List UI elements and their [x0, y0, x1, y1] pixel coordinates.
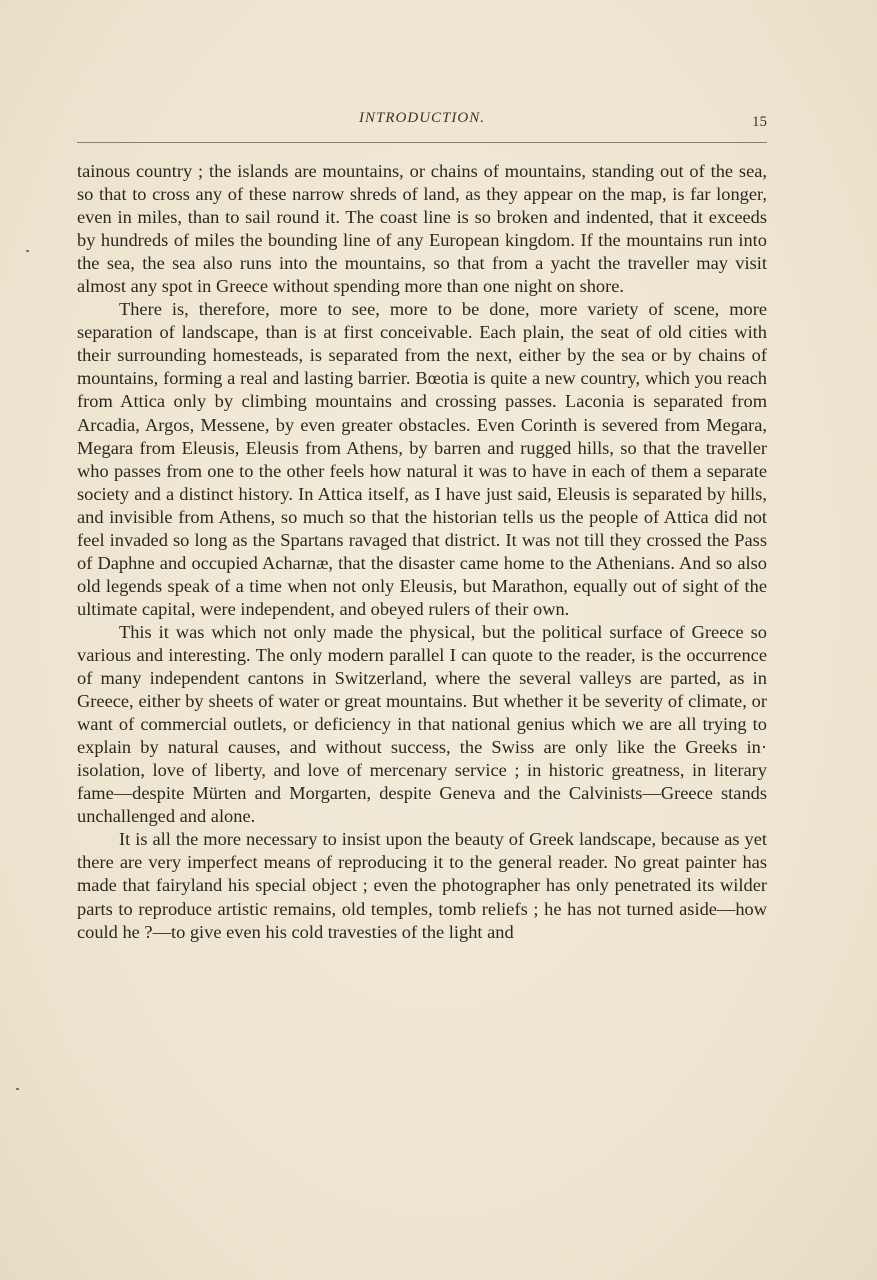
paragraph-continued: tainous country ; the islands are mountains, or chains of mountains, standing out of the sea, so that to cross any of these narrow shreds of land, as they appear on the map, is far longer, even in miles, than to sail round it. The coast line is so broken and indented, that it exceeds by hundreds of miles the bounding line of any European kingdom. If the mountains run into the sea, the sea also runs into the mountains, so that from a yacht the traveller may visit almost any spot in Greece without spending more than one night on shore. [77, 161, 767, 297]
margin-speck [26, 250, 29, 252]
page-number: 15 [752, 114, 767, 130]
page-header [77, 110, 767, 136]
paragraph: It is all the more necessary to insist upon the beauty of Greek landscape, because as yet there are very imperfect means of reproducing it to the general reader. No great painter has made that fairyland his special object ; even the photographer has only penetrated its wilder parts to reproduce artistic remains, old temples, tomb reliefs ; he has not turned aside—how could he ?—to give even his cold travesties of the light and [77, 829, 767, 942]
margin-speck [16, 1088, 19, 1090]
running-title: INTRODUCTION. [359, 110, 485, 126]
paragraph: This it was which not only made the physical, but the political surface of Greece so various and interesting. The only modern parallel I can quote to the reader, is the occurrence of many independent cantons in Switzerland, where the several valleys are parted, as in Greece, either by sheets of water or great mountains. But whether it be severity of climate, or want of commercial outlets, or deficiency in that national genius which we are all trying to explain by natural causes, and without success, the Swiss are only like the Greeks in· isolation, love of liberty, and love of mercenary service ; in historic greatness, in literary fame—despite Mürten and Morgarten, despite Geneva and the Calvinists—Greece stands unchallenged and alone. [77, 621, 767, 827]
header-rule [77, 142, 767, 143]
body-text [77, 160, 767, 944]
paragraph: There is, therefore, more to see, more to be done, more variety of scene, more separation of landscape, than is at first conceivable. Each plain, the seat of old cities with their surrounding homesteads, is separated from the next, either by the sea or by chains of mountains, forming a real and lasting barrier. Bœotia is quite a new country, which you reach from Attica only by climbing mountains and crossing passes. Laconia is separated from Arcadia, Argos, Messene, by even greater obstacles. Even Corinth is severed from Megara, Megara from Eleusis, Eleusis from Athens, by barren and rugged hills, so that the traveller who passes from one to the other feels how natural it was to have in each of them a separate society and a distinct history. In Attica itself, as I have just said, Eleusis is separated by hills, and invisible from Athens, so much so that the historian tells us the people of Attica did not feel invaded so long as the Spartans ravaged that district. It was not till they crossed the Pass of Daphne and occupied Acharnæ, that the disaster came home to the Athenians. And so also old legends speak of a time when not only Eleusis, but Marathon, equally out of sight of the ultimate capital, were independent, and obeyed rulers of their own. [77, 299, 767, 619]
